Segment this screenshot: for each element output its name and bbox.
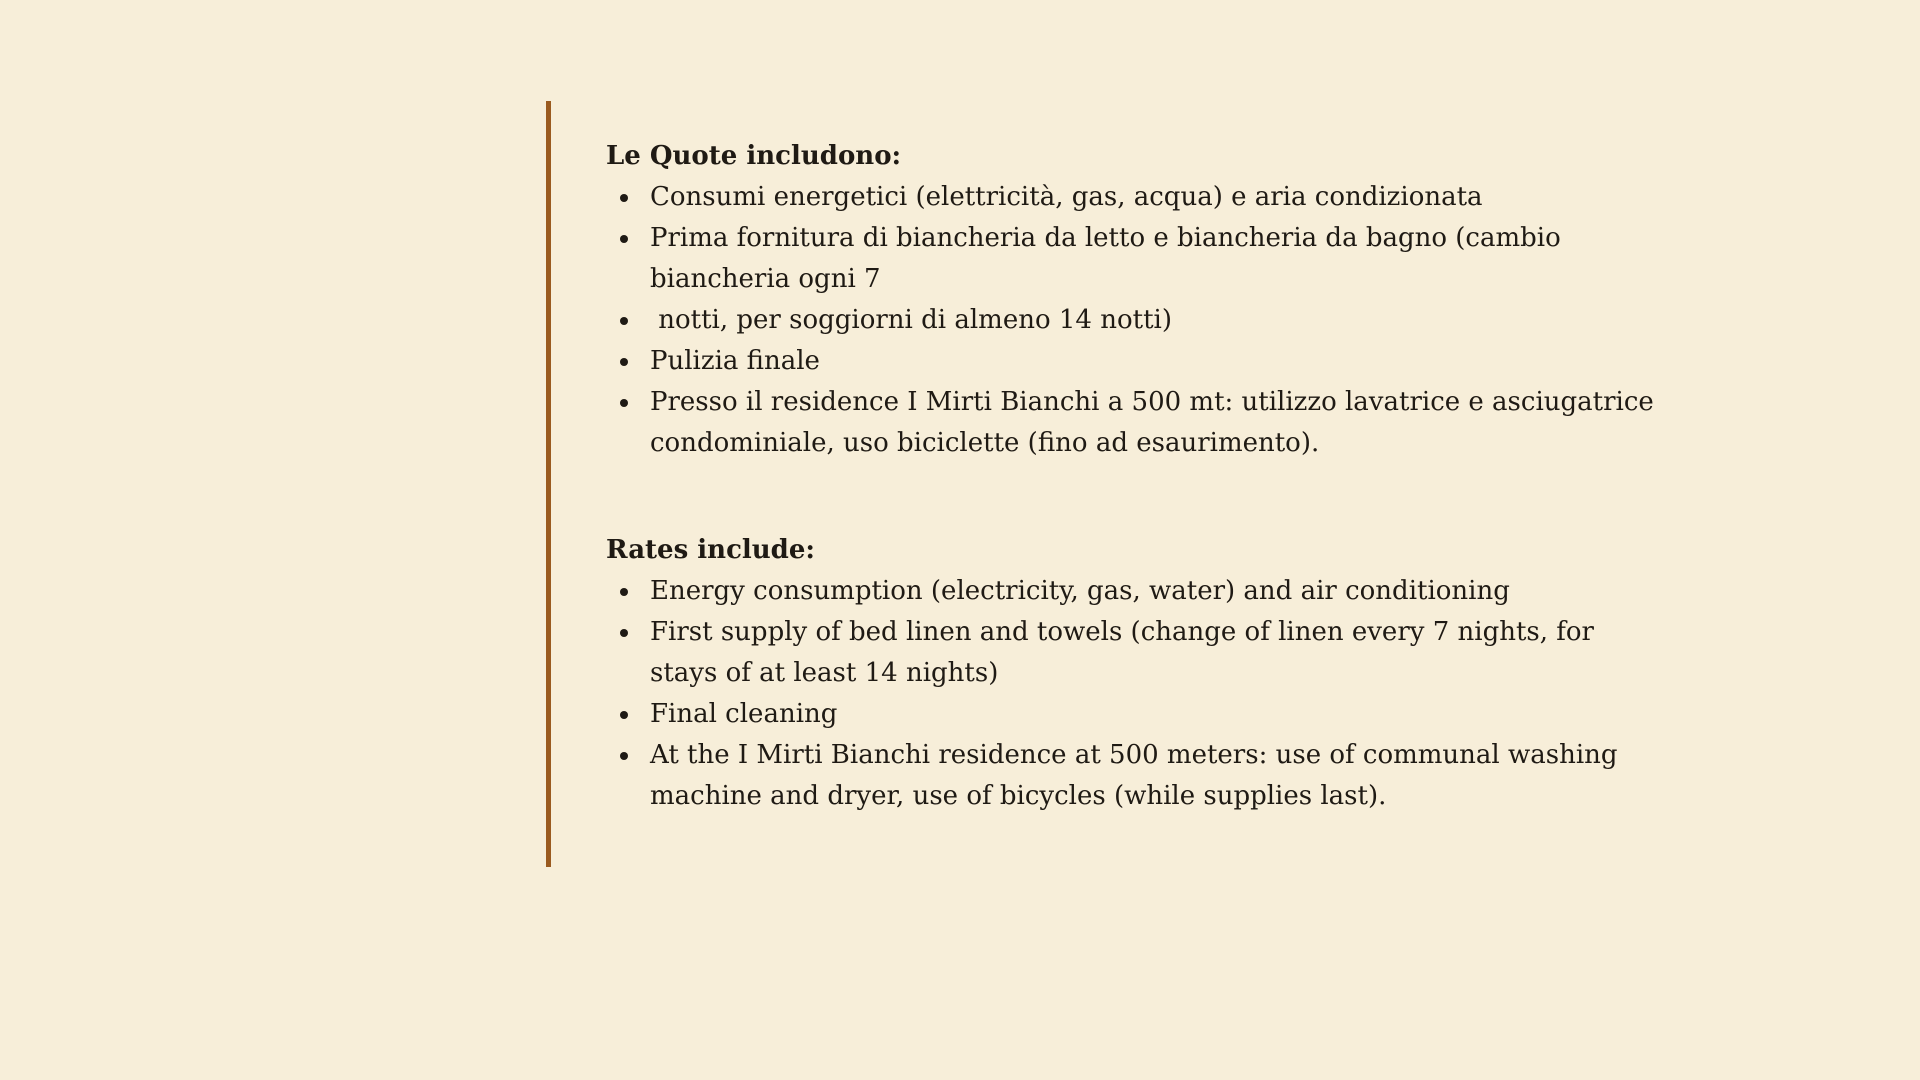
list-item: Presso il residence I Mirti Bianchi a 500 mt: utilizzo lavatrice e asciugatrice condominiale, uso biciclette (fino ad esaurimento). [606, 382, 1666, 464]
list-item: Prima fornitura di biancheria da letto e biancheria da bagno (cambio biancheria ogni 7 [606, 218, 1666, 300]
italian-heading: Le Quote includono: [606, 141, 902, 171]
list-item: notti, per soggiorni di almeno 14 notti) [606, 300, 1666, 341]
list-item: Energy consumption (electricity, gas, water) and air conditioning [606, 571, 1666, 612]
list-item: Final cleaning [606, 694, 1666, 735]
section-spacer [606, 464, 1666, 530]
english-heading: Rates include: [606, 535, 816, 565]
list-item: Consumi energetici (elettricità, gas, acqua) e aria condizionata [606, 177, 1666, 218]
english-section [606, 530, 1666, 817]
accent-divider-line [546, 101, 551, 867]
italian-list [606, 177, 1666, 464]
italian-section [606, 136, 1666, 464]
rates-content [606, 136, 1666, 817]
list-item: Pulizia finale [606, 341, 1666, 382]
list-item: First supply of bed linen and towels (change of linen every 7 nights, for stays of at least 14 nights) [606, 612, 1666, 694]
english-list [606, 571, 1666, 817]
list-item: At the I Mirti Bianchi residence at 500 meters: use of communal washing machine and dryer, use of bicycles (while supplies last). [606, 735, 1666, 817]
